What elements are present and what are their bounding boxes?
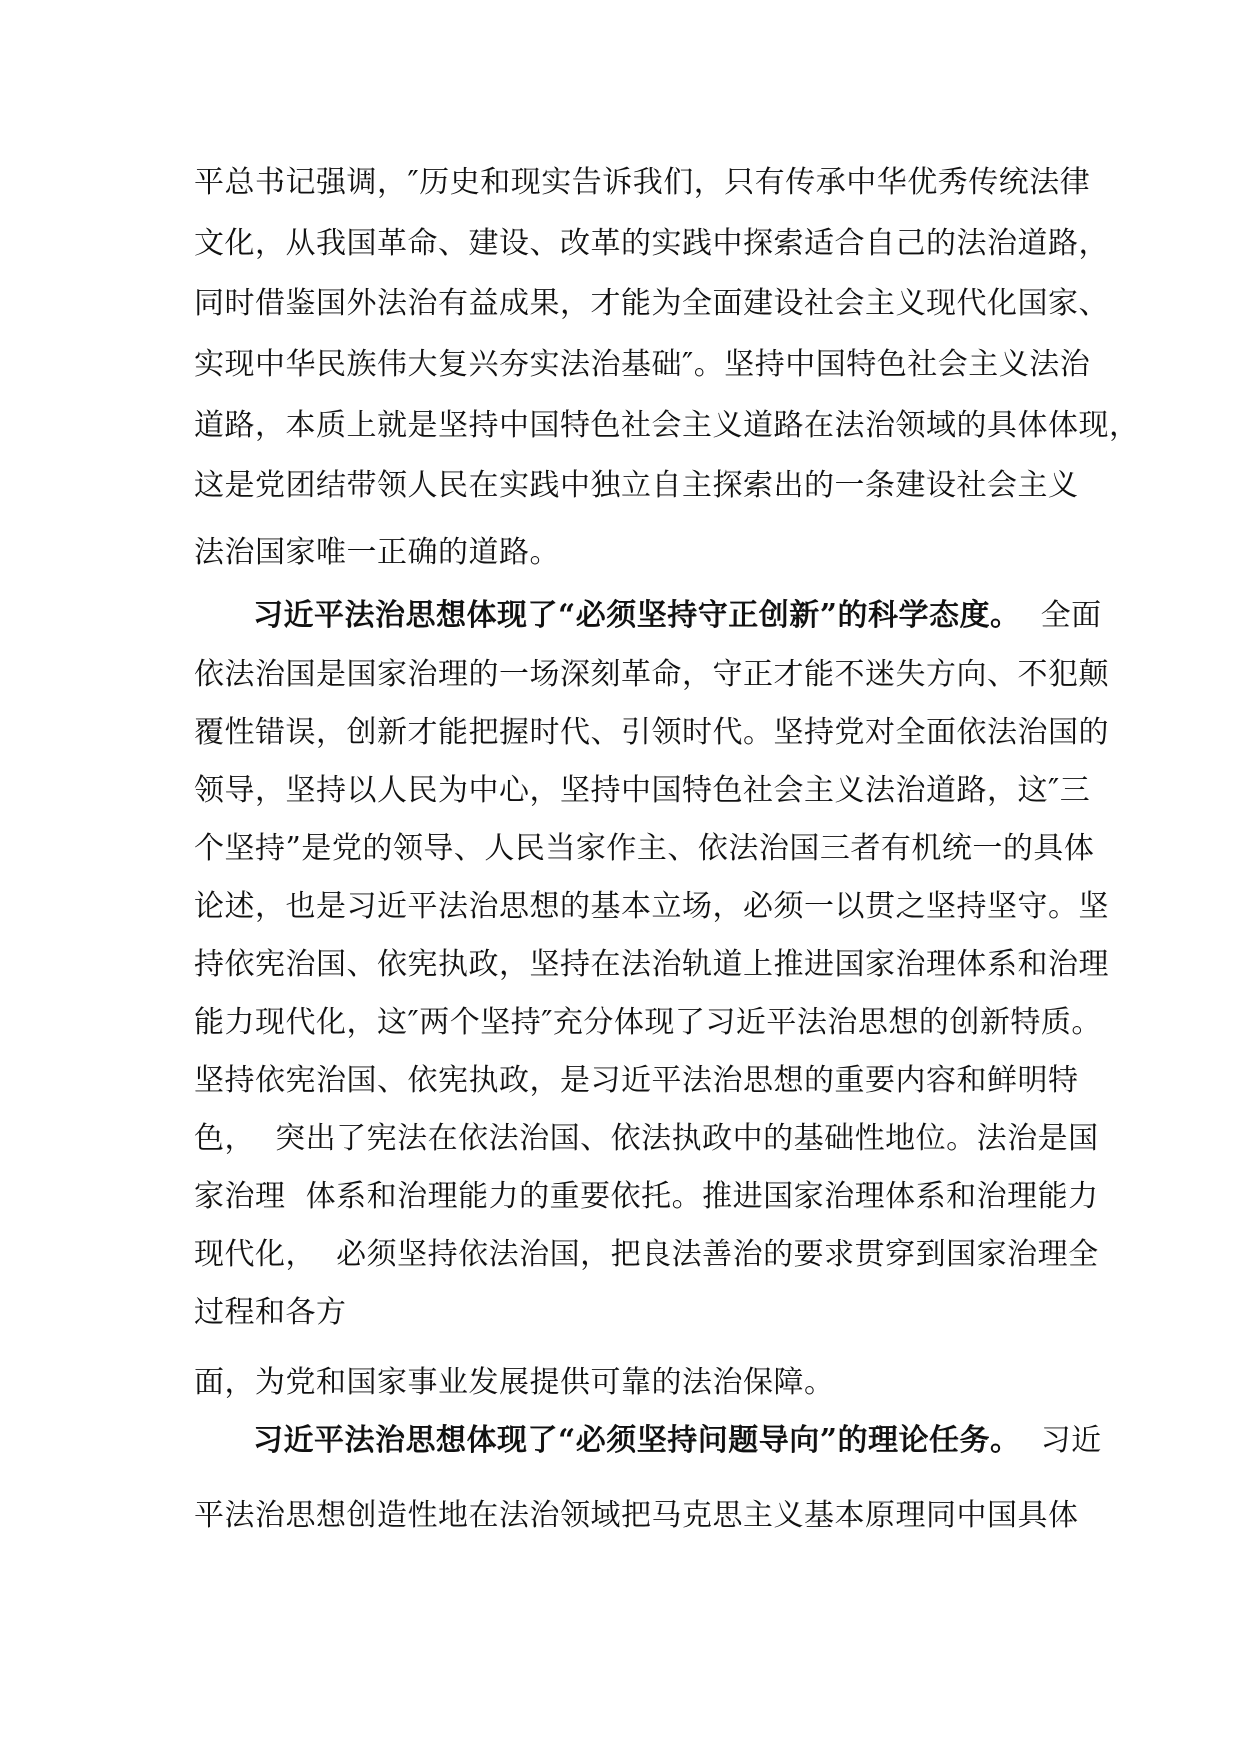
paragraph-2-line-5: 个坚持”是党的领导、人民当家作主、依法治国三者有机统一的具体 (194, 831, 1095, 866)
paragraph-2-line-8: 能力现代化，这″两个坚持″充分体现了习近平法治思想的创新特质。 (194, 1005, 1102, 1040)
paragraph-3-heading: 习近平法治思想体现了“必须坚持问题导向”的理论任务。 (253, 1423, 1021, 1458)
paragraph-1-line-4: 实现中华民族伟大复兴夯实法治基础″。坚持中国特色社会主义法治 (194, 347, 1091, 382)
paragraph-1-line-2: 文化，从我国革命、建设、改革的实践中探索适合自己的法治道路， (194, 226, 1109, 261)
paragraph-2-line-9: 坚持依宪治国、依宪执政，是习近平法治思想的重要内容和鲜明特 (194, 1063, 1079, 1098)
paragraph-2-first-line-tail: 全面 (1020, 598, 1102, 633)
paragraph-2-line-14: 面，为党和国家事业发展提供可靠的法治保障。 (194, 1365, 835, 1400)
paragraph-3-first-line-tail: 习近 (1020, 1423, 1102, 1458)
paragraph-1-line-1: 平总书记强调，″历史和现实告诉我们，只有传承中华优秀传统法律 (194, 165, 1091, 200)
paragraph-3-line-2: 平法治思想创造性地在法治领域把马克思主义基本原理同中国具体 (194, 1498, 1079, 1533)
paragraph-2-line-11: 家治理 体系和治理能力的重要依托。推进国家治理体系和治理能力 (194, 1179, 1099, 1214)
paragraph-2-line-4: 领导，坚持以人民为中心，坚持中国特色社会主义法治道路，这″三 (194, 773, 1091, 808)
paragraph-2-line-6: 论述，也是习近平法治思想的基本立场，必须一以贯之坚持坚守。坚 (194, 889, 1109, 924)
paragraph-2-heading: 习近平法治思想体现了“必须坚持守正创新”的科学态度。 (253, 598, 1021, 633)
paragraph-2-line-7: 持依宪治国、依宪执政，坚持在法治轨道上推进国家治理体系和治理 (194, 947, 1109, 982)
paragraph-1-line-3: 同时借鉴国外法治有益成果，才能为全面建设社会主义现代化国家、 (194, 286, 1109, 321)
paragraph-2-line-13: 过程和各方 (194, 1295, 347, 1330)
paragraph-1-line-6: 这是党团结带领人民在实践中独立自主探索出的一条建设社会主义 (194, 468, 1079, 503)
paragraph-2-line-2: 依法治国是国家治理的一场深刻革命，守正才能不迷失方向、不犯颠 (194, 657, 1109, 692)
paragraph-1-line-5: 道路，本质上就是坚持中国特色社会主义道路在法治领域的具体体现， (194, 408, 1140, 443)
paragraph-2-line-12: 现代化， 必须坚持依法治国，把良法善治的要求贯穿到国家治理全 (194, 1237, 1099, 1272)
paragraph-2-line-3: 覆性错误，创新才能把握时代、引领时代。坚持党对全面依法治国的 (194, 715, 1109, 750)
paragraph-3-first-line (253, 1421, 1113, 1461)
paragraph-2-line-10: 色， 突出了宪法在依法治国、依法执政中的基础性地位。法治是国 (194, 1121, 1099, 1156)
paragraph-2-first-line (253, 596, 1113, 636)
paragraph-1-line-7: 法治国家唯一正确的道路。 (194, 535, 560, 570)
